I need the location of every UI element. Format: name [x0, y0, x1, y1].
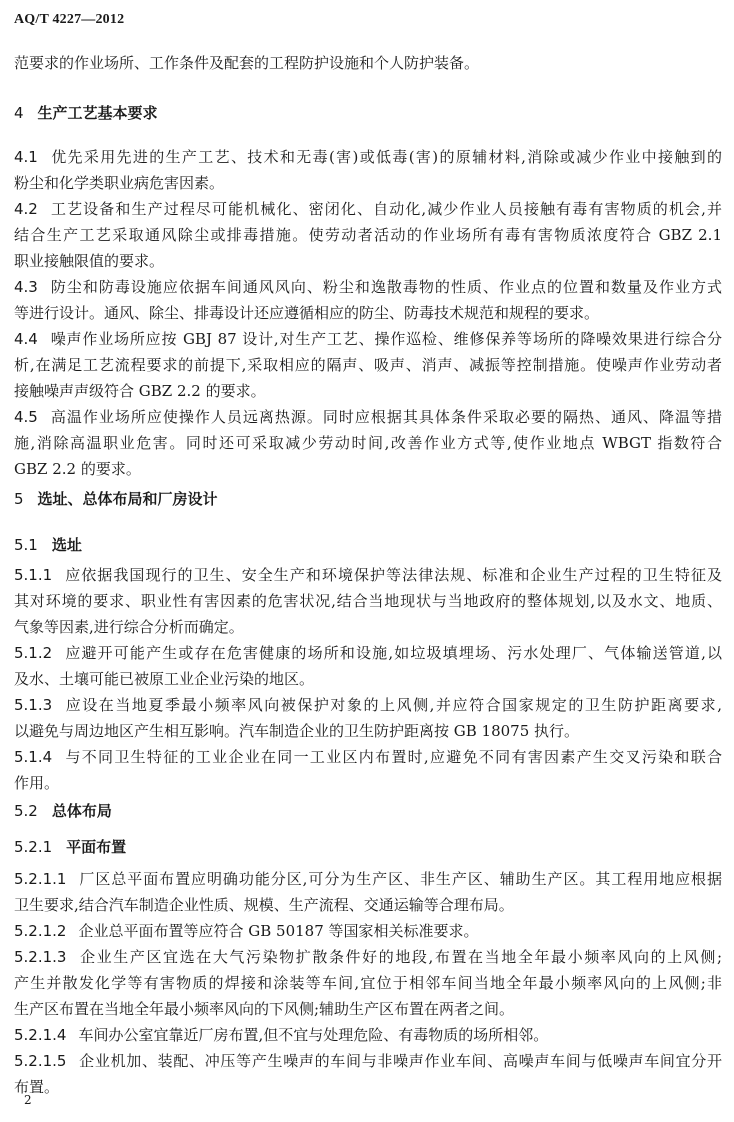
- clause-text: 作用。: [14, 774, 60, 792]
- clause-text: 优先采用先进的生产工艺、技术和无毒(害)或低毒(害)的原辅材料,消除或减少作业中接触到的: [49, 148, 722, 166]
- clause-number: 4.4: [14, 330, 38, 348]
- paragraph-line: [14, 326, 722, 352]
- clause-number: 5.1.1: [14, 566, 53, 584]
- clause-number: 5.1.4: [14, 748, 53, 766]
- clause-text: 噪声作业场所应按 GBJ 87 设计,对生产工艺、操作巡检、维修保养等场所的降噪效果进行综合分: [49, 330, 722, 348]
- paragraph-line: [14, 170, 722, 196]
- clause-text: 厂区总平面布置应明确功能分区,可分为生产区、非生产区、辅助生产区。其工程用地应根据: [78, 870, 722, 888]
- clause-text: 析,在满足工艺流程要求的前提下,采取相应的隔声、吸声、消声、减振等控制措施。使噪声作业劳动者: [14, 356, 722, 374]
- clause-text: 应依据我国现行的卫生、安全生产和环境保护等法律法规、标准和企业生产过程的卫生特征及: [64, 566, 722, 584]
- paragraph-line: [14, 614, 722, 640]
- section-title: 选址、总体布局和厂房设计: [37, 490, 218, 508]
- clause-number: 5.1.3: [14, 696, 53, 714]
- paragraph-line: [14, 666, 722, 692]
- clause-text: 结合生产工艺采取通风除尘或排毒措施。使劳动者活动的作业场所有毒有害物质浓度符合 GBZ 2.1: [14, 226, 722, 244]
- clause-text: 粉尘和化学类职业病危害因素。: [14, 174, 225, 192]
- clause-text: 生产区布置在当地全年最小频率风向的下风侧;辅助生产区布置在两者之间。: [14, 1000, 515, 1018]
- paragraph-line: [14, 562, 722, 588]
- paragraph-line: [14, 892, 722, 918]
- section-heading: [14, 532, 82, 558]
- paragraph-line: [14, 970, 722, 996]
- section-number: 5: [14, 490, 24, 508]
- paragraph-line: [14, 718, 722, 744]
- paragraph-line: [14, 456, 722, 482]
- paragraph-line: [14, 352, 722, 378]
- section-heading: [14, 486, 218, 512]
- paragraph-line: [14, 918, 722, 944]
- clause-text: 布置。: [14, 1078, 60, 1096]
- section-heading: [14, 834, 126, 860]
- clause-text: 防尘和防毒设施应依据车间通风风向、粉尘和逸散毒物的性质、作业点的位置和数量及作业方式: [49, 278, 722, 296]
- clause-text: 卫生要求,结合汽车制造企业性质、规模、生产流程、交通运输等合理布局。: [14, 896, 514, 914]
- section-number: 5.2.1: [14, 838, 53, 856]
- section-title: 总体布局: [51, 802, 112, 820]
- clause-text: 气象等因素,进行综合分析而确定。: [14, 618, 244, 636]
- clause-text: 职业接触限值的要求。: [14, 252, 165, 270]
- clause-text: 施,消除高温职业危害。同时还可采取减少劳动时间,改善作业方式等,使作业地点 WBGT 指数符合: [14, 434, 722, 452]
- clause-text: GBZ 2.2 的要求。: [14, 460, 141, 478]
- clause-number: 5.1.2: [14, 644, 53, 662]
- section-number: 5.2: [14, 802, 38, 820]
- section-heading: [14, 798, 112, 824]
- clause-text: 应避开可能产生或存在危害健康的场所和设施,如垃圾填埋场、污水处理厂、气体输送管道,以: [64, 644, 722, 662]
- section-number: 4: [14, 104, 24, 122]
- paragraph-line: [14, 274, 722, 300]
- paragraph-line: [14, 944, 722, 970]
- clause-text: 企业生产区宜选在大气污染物扩散条件好的地段,布置在当地全年最小频率风向的上风侧;: [78, 948, 722, 966]
- standard-code-header: AQ/T 4227—2012: [14, 12, 125, 27]
- paragraph-line: [14, 1048, 722, 1074]
- clause-text: 应设在当地夏季最小频率风向被保护对象的上风侧,并应符合国家规定的卫生防护距离要求,: [64, 696, 722, 714]
- paragraph-line: [14, 996, 722, 1022]
- clause-text: 及水、土壤可能已被原工业企业污染的地区。: [14, 670, 315, 688]
- paragraph-line: [14, 588, 722, 614]
- page-number: 2: [24, 1093, 32, 1107]
- clause-number: 5.2.1.4: [14, 1026, 67, 1044]
- clause-text: 产生并散发化学等有害物质的焊接和涂装等车间,宜位于相邻车间当地全年最小频率风向的上风侧;非: [14, 974, 722, 992]
- clause-number: 4.2: [14, 200, 38, 218]
- clause-number: 4.3: [14, 278, 38, 296]
- clause-text: 企业总平面布置等应符合 GB 50187 等国家相关标准要求。: [78, 922, 479, 940]
- clause-text: 接触噪声声级符合 GBZ 2.2 的要求。: [14, 382, 266, 400]
- paragraph-line: [14, 300, 722, 326]
- paragraph-line: [14, 404, 722, 430]
- clause-text: 范要求的作业场所、工作条件及配套的工程防护设施和个人防护装备。: [14, 54, 480, 72]
- clause-text: 以避免与周边地区产生相互影响。汽车制造企业的卫生防护距离按 GB 18075 执行。: [14, 722, 580, 740]
- clause-number: 4.1: [14, 148, 38, 166]
- clause-text: 等进行设计。通风、除尘、排毒设计还应遵循相应的防尘、防毒技术规范和规程的要求。: [14, 304, 600, 322]
- clause-text: 车间办公室宜靠近厂房布置,但不宜与处理危险、有毒物质的场所相邻。: [78, 1026, 549, 1044]
- paragraph-line: [14, 222, 722, 248]
- paragraph-line: [14, 770, 722, 796]
- clause-text: 与不同卫生特征的工业企业在同一工业区内布置时,应避免不同有害因素产生交叉污染和联合: [64, 748, 722, 766]
- paragraph-line: [14, 640, 722, 666]
- clause-number: 5.2.1.2: [14, 922, 67, 940]
- paragraph-line: [14, 248, 722, 274]
- section-title: 选址: [51, 536, 82, 554]
- clause-text: 工艺设备和生产过程尽可能机械化、密闭化、自动化,减少作业人员接触有毒有害物质的机会,并: [49, 200, 722, 218]
- paragraph-line: [14, 378, 722, 404]
- paragraph-line: [14, 196, 722, 222]
- section-title: 平面布置: [66, 838, 127, 856]
- clause-text: 其对环境的要求、职业性有害因素的危害状况,结合当地现状与当地政府的整体规划,以及水文、地质、: [14, 592, 722, 610]
- paragraph-line: [14, 744, 722, 770]
- clause-number: 5.2.1.5: [14, 1052, 67, 1070]
- paragraph-line: [14, 50, 722, 76]
- paragraph-line: [14, 430, 722, 456]
- clause-number: 5.2.1.3: [14, 948, 67, 966]
- paragraph-line: [14, 144, 722, 170]
- paragraph-line: [14, 866, 722, 892]
- section-title: 生产工艺基本要求: [37, 104, 158, 122]
- paragraph-line: [14, 1074, 722, 1100]
- clause-number: 5.2.1.1: [14, 870, 67, 888]
- section-heading: [14, 100, 158, 126]
- clause-text: 高温作业场所应使操作人员远离热源。同时应根据其具体条件采取必要的隔热、通风、降温等措: [49, 408, 722, 426]
- paragraph-line: [14, 1022, 722, 1048]
- section-number: 5.1: [14, 536, 38, 554]
- paragraph-line: [14, 692, 722, 718]
- clause-text: 企业机加、装配、冲压等产生噪声的车间与非噪声作业车间、高噪声车间与低噪声车间宜分开: [78, 1052, 722, 1070]
- clause-number: 4.5: [14, 408, 38, 426]
